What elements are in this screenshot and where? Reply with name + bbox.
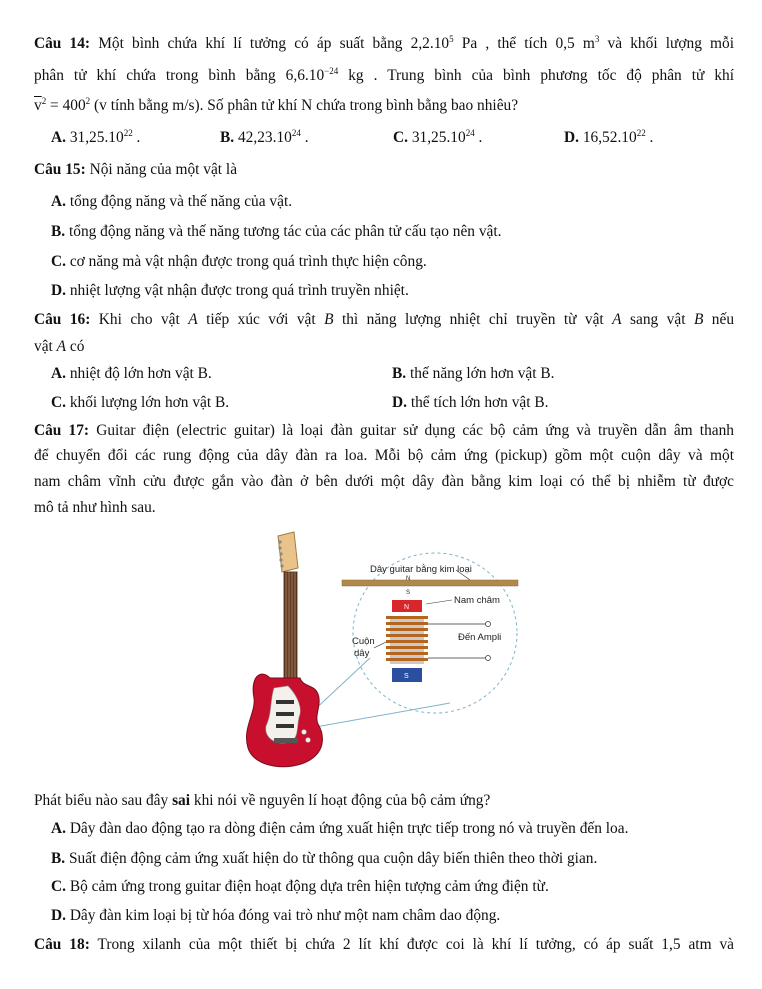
pickup-2 (276, 712, 294, 716)
q14-option-d[interactable]: D. 16,52.10$^{22}$ . (564, 128, 654, 146)
q14-line2: phân tử khí chứa trong bình bằng $6,6.10^{-24}$ kg . Trung bình của bình phương tốc độ phân tử khí (34, 66, 735, 84)
q17-line1: Câu 17: Guitar điện (electric guitar) là loại đàn guitar sử dụng các bộ cảm ứng và truyền dẫn âm thanh (34, 422, 734, 439)
magnet-s-label: S (404, 673, 409, 680)
q16-option-c[interactable]: C. khối lượng lớn hơn vật B. (51, 394, 230, 411)
coil-label-1: Cuộn (352, 636, 375, 647)
q17-option-c[interactable]: C. Bộ cảm ứng trong guitar điện hoạt động dựa trên hiện tượng cảm ứng điện từ. (51, 878, 549, 895)
q17-label: Câu 17: (34, 422, 90, 439)
q16-line1: Câu 16: Khi cho vật A tiếp xúc với vật B thì năng lượng nhiệt chỉ truyền từ vật A sang vật B nếu (34, 311, 735, 328)
guitar-string (342, 580, 518, 586)
electric-guitar-icon (246, 532, 322, 767)
q17-line3: nam châm vĩnh cửu được gắn vào đàn ở bên dưới một dây đàn bằng kim loại có thể bị nhiễm từ được (34, 473, 734, 490)
terminal-bottom (486, 656, 491, 661)
amp-label: Đến Ampli (458, 632, 502, 643)
q16-option-d[interactable]: D. thể tích lớn hơn vật B. (392, 394, 549, 411)
q14-line1: Câu 14: Một bình chứa khí lí tưởng có áp suất bằng 2,2.10$^5$ Pa , thể tích 0,5 $m^3$ và khối lượng mỗi (34, 34, 734, 52)
q15-option-a[interactable]: A. tổng động năng và thế năng của vật. (51, 193, 293, 210)
pickup-1 (276, 700, 294, 704)
q15-label: Câu 15: (34, 161, 86, 178)
q15-option-d[interactable]: D. nhiệt lượng vật nhận được trong quá trình truyền nhiệt. (51, 282, 409, 299)
q16-label: Câu 16: (34, 311, 91, 328)
q15-option-b[interactable]: B. tổng động năng và thế năng tương tác của các phân tử cấu tạo nên vật. (51, 223, 502, 240)
q14-line3: $\overline{v}^2 = 400^2$ (v tính bằng m/s). Số phân tử khí N chứa trong bình bằng bao nhiêu? (34, 96, 519, 114)
emphasis-sai: sai (172, 792, 191, 809)
q16-option-b[interactable]: B. thế năng lớn hơn vật B. (392, 365, 555, 382)
q17-line4: mô tả như hình sau. (34, 499, 156, 516)
q17-option-a[interactable]: A. Dây đàn dao động tạo ra dòng điện cảm ứng xuất hiện trực tiếp trong nó và truyền đến loa. (51, 820, 629, 837)
zoom-line-bottom (310, 703, 450, 728)
string-label: Dây guitar bằng kim loại (370, 564, 472, 575)
guitar-pickup-figure (230, 528, 530, 776)
q17-option-b[interactable]: B. Suất điện động cảm ứng xuất hiện do từ thông qua cuộn dây biến thiên theo thời gian. (51, 850, 598, 867)
q14-option-b[interactable]: B. 42,23.10$^{24}$ . (220, 128, 309, 146)
q16-option-a[interactable]: A. nhiệt độ lớn hơn vật B. (51, 365, 212, 382)
q17-option-d[interactable]: D. Dây đàn kim loại bị từ hóa đóng vai trò như một nam châm dao động. (51, 907, 501, 924)
q14-option-a[interactable]: A. 31,25.10$^{22}$ . (51, 128, 141, 146)
q15-stem: Câu 15: Nội năng của một vật là (34, 161, 238, 178)
q16-line2: vật A có (34, 338, 85, 355)
q14-option-c[interactable]: C. 31,25.10$^{24}$ . (393, 128, 483, 146)
magnet-n-label: N (404, 604, 410, 611)
coil-icon (386, 616, 428, 664)
string-n-label: N (406, 576, 411, 582)
q14-label: Câu 14: (34, 35, 91, 52)
magnet-label: Nam châm (454, 595, 500, 606)
q15-option-c[interactable]: C. cơ năng mà vật nhận được trong quá trình thực hiện công. (51, 253, 427, 270)
pickup-3 (276, 724, 294, 728)
coil-label-2: dây (354, 648, 370, 659)
q18-label: Câu 18: (34, 936, 90, 953)
q18-stem: Câu 18: Trong xilanh của một thiết bị chứa 2 lít khí được coi là khí lí tưởng, có áp suất 1,5 atm và (34, 936, 734, 953)
terminal-top (486, 622, 491, 627)
q17-line2: để chuyển đổi các rung động của dây đàn ra loa. Mỗi bộ cảm ứng (pickup) gồm một cuộn dây và một (34, 447, 734, 464)
q17-question: Phát biểu nào sau đây sai khi nói về nguyên lí hoạt động của bộ cảm ứng? (34, 792, 491, 809)
string-s-label: S (406, 590, 411, 596)
